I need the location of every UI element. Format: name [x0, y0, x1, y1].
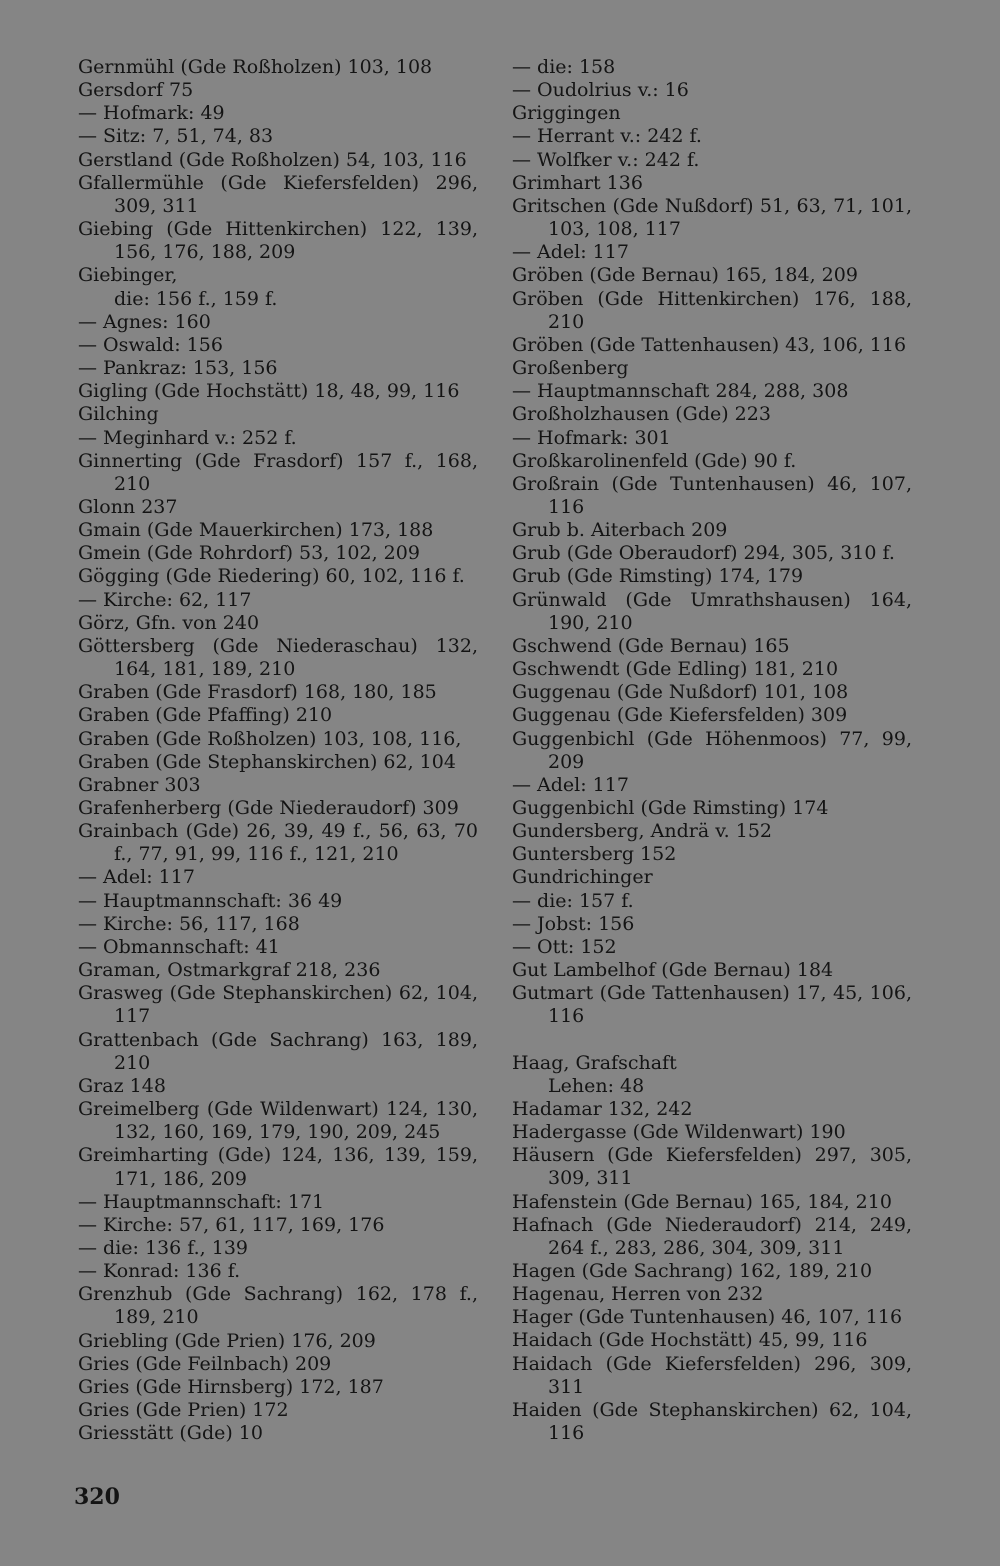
- index-entry: — Meginhard v.: 252 f.: [78, 426, 297, 449]
- index-entry: Ginnerting (Gde Frasdorf) 157 f., 168, 210: [78, 449, 478, 495]
- index-entry: Grünwald (Gde Umrathshausen) 164, 190, 210: [512, 588, 912, 634]
- index-entry: — Jobst: 156: [512, 912, 635, 935]
- index-entry: Guntersberg 152: [512, 843, 677, 866]
- index-spacer: [512, 1029, 912, 1052]
- index-entry: Hagenau, Herren von 232: [512, 1283, 764, 1306]
- index-entry: Graman, Ostmarkgraf 218, 236: [78, 959, 381, 982]
- index-entry: — die: 136 f., 139: [78, 1236, 249, 1259]
- left-column: [78, 56, 478, 1445]
- index-entry: — Hofmark: 301: [512, 426, 671, 449]
- index-entry: Grafenherberg (Gde Niederaudorf) 309: [78, 797, 459, 819]
- index-entry: Großkarolinenfeld (Gde) 90 f.: [512, 449, 797, 472]
- index-entry: Graben (Gde Roßholzen) 103, 108, 116,: [78, 727, 462, 750]
- index-entry: Häusern (Gde Kiefersfelden) 297, 305, 309, 311: [512, 1144, 912, 1190]
- index-entry: Grabner 303: [78, 773, 201, 796]
- index-entry: Gmain (Gde Mauerkirchen) 173, 188: [78, 519, 434, 542]
- index-entry: Großenberg: [512, 357, 629, 380]
- page-number: 320: [74, 1484, 120, 1510]
- index-entry: — Adel: 117: [512, 773, 629, 796]
- index-entry: Grenzhub (Gde Sachrang) 162, 178 f., 189, 210: [78, 1283, 478, 1329]
- index-entry: Gundersberg, Andrä v. 152: [512, 820, 773, 843]
- index-entry: Haidach (Gde Hochstätt) 45, 99, 116: [512, 1329, 868, 1352]
- index-entry: Greimelberg (Gde Wildenwart) 124, 130, 132, 160, 169, 179, 190, 209, 245: [78, 1098, 478, 1144]
- index-entry: Gernmühl (Gde Roßholzen) 103, 108: [78, 56, 433, 78]
- index-entry: — Hauptmannschaft: 36 49: [78, 889, 343, 912]
- index-entry: — Hauptmannschaft: 171: [78, 1190, 325, 1213]
- index-entry: Gschwendt (Gde Edling) 181, 210: [512, 658, 839, 681]
- index-entry: — Pankraz: 153, 156: [78, 357, 278, 380]
- index-entry: Griesstätt (Gde) 10: [78, 1422, 263, 1445]
- index-entry: Haidach (Gde Kiefersfelden) 296, 309, 311: [512, 1352, 912, 1398]
- index-entry: Gries (Gde Hirnsberg) 172, 187: [78, 1375, 384, 1398]
- index-entry: Gögging (Gde Riedering) 60, 102, 116 f.: [78, 565, 465, 588]
- index-entry: — Kirche: 57, 61, 117, 169, 176: [78, 1213, 385, 1236]
- index-entry: — Ott: 152: [512, 935, 617, 958]
- index-entry: Giebinger,: [78, 264, 178, 287]
- index-entry: Haiden (Gde Stephanskirchen) 62, 104, 116: [512, 1398, 912, 1445]
- index-entry: — Hofmark: 49: [78, 102, 225, 125]
- index-entry: Hadergasse (Gde Wildenwart) 190: [512, 1121, 846, 1144]
- index-entry: — Adel: 117: [78, 866, 195, 889]
- index-entry: Gut Lambelhof (Gde Bernau) 184: [512, 959, 834, 982]
- index-entry: Greimharting (Gde) 124, 136, 139, 159, 171, 186, 209: [78, 1144, 478, 1190]
- index-entry: Gilching: [78, 403, 159, 426]
- index-entry: Guggenbichl (Gde Höhenmoos) 77, 99, 209: [512, 727, 912, 773]
- index-entry: Gries (Gde Feilnbach) 209: [78, 1352, 332, 1375]
- index-entry: Gfallermühle (Gde Kiefersfelden) 296, 309, 311: [78, 171, 478, 217]
- index-entry: Gritschen (Gde Nußdorf) 51, 63, 71, 101, 103, 108, 117: [512, 194, 912, 241]
- index-entry: — Herrant v.: 242 f.: [512, 125, 702, 148]
- index-entry: Gigling (Gde Hochstätt) 18, 48, 99, 116: [78, 380, 460, 403]
- index-entry: Gmein (Gde Rohrdorf) 53, 102, 209: [78, 542, 420, 565]
- index-entry: Guggenau (Gde Nußdorf) 101, 108: [512, 681, 849, 704]
- index-entry: Hadamar 132, 242: [512, 1097, 693, 1120]
- index-entry: Göttersberg (Gde Niederaschau) 132, 164, 181, 189, 210: [78, 634, 478, 681]
- index-entry: Grimhart 136: [512, 171, 643, 194]
- index-entry: Grattenbach (Gde Sachrang) 163, 189, 210: [78, 1028, 478, 1074]
- index-entry: — Agnes: 160: [78, 310, 211, 333]
- index-entry: Gersdorf 75: [78, 79, 194, 102]
- index-entry: Lehen: 48: [548, 1074, 645, 1097]
- index-entry: — die: 157 f.: [512, 889, 634, 912]
- index-entry: Giebing (Gde Hittenkirchen) 122, 139, 156, 176, 188, 209: [78, 218, 478, 264]
- index-entry: Grainbach (Gde) 26, 39, 49 f., 56, 63, 70 f., 77, 91, 99, 116 f., 121, 210: [78, 820, 478, 866]
- index-entry: Gschwend (Gde Bernau) 165: [512, 634, 790, 657]
- index-entry: Griebling (Gde Prien) 176, 209: [78, 1329, 376, 1352]
- right-column: [512, 56, 912, 1445]
- index-entry: — Obmannschaft: 41: [78, 935, 280, 958]
- index-entry: Glonn 237: [78, 495, 178, 518]
- index-entry: — Sitz: 7, 51, 74, 83: [78, 125, 274, 148]
- index-entry: — Kirche: 56, 117, 168: [78, 912, 300, 935]
- index-entry: Gröben (Gde Tattenhausen) 43, 106, 116: [512, 333, 907, 356]
- index-entry: Graben (Gde Stephanskirchen) 62, 104: [78, 750, 456, 773]
- index-entry: Gundrichinger: [512, 866, 653, 889]
- index-entry: Hafenstein (Gde Bernau) 165, 184, 210: [512, 1190, 892, 1213]
- index-entry: Griggingen: [512, 102, 621, 125]
- index-entry: Hager (Gde Tuntenhausen) 46, 107, 116: [512, 1306, 903, 1329]
- index-entry: — Oudolrius v.: 16: [512, 79, 689, 102]
- index-entry: Großrain (Gde Tuntenhausen) 46, 107, 116: [512, 472, 912, 518]
- index-entry: Grub (Gde Oberaudorf) 294, 305, 310 f.: [512, 542, 895, 565]
- index-entry: — Adel: 117: [512, 241, 629, 264]
- index-entry: Haag, Grafschaft: [512, 1051, 677, 1074]
- index-entry: Grasweg (Gde Stephanskirchen) 62, 104, 117: [78, 982, 478, 1028]
- index-entry: Guggenbichl (Gde Rimsting) 174: [512, 797, 829, 819]
- index-entry: Hagen (Gde Sachrang) 162, 189, 210: [512, 1259, 873, 1282]
- index-entry: Graben (Gde Frasdorf) 168, 180, 185: [78, 681, 437, 704]
- index-entry: Gröben (Gde Hittenkirchen) 176, 188, 210: [512, 287, 912, 333]
- index-entry: Großholzhausen (Gde) 223: [512, 403, 771, 426]
- index-entry: Gerstland (Gde Roßholzen) 54, 103, 116: [78, 148, 467, 171]
- index-entry: — die: 158: [512, 56, 616, 78]
- index-entry: Graben (Gde Pfaffing) 210: [78, 704, 333, 727]
- index-entry: — Kirche: 62, 117: [78, 588, 252, 611]
- index-entry: Graz 148: [78, 1074, 166, 1097]
- index-entry: Hafnach (Gde Niederaudorf) 214, 249, 264 f., 283, 286, 304, 309, 311: [512, 1213, 912, 1259]
- index-entry: Grub (Gde Rimsting) 174, 179: [512, 565, 804, 588]
- index-entry: Guggenau (Gde Kiefersfelden) 309: [512, 704, 848, 727]
- index-entry: die: 156 f., 159 f.: [114, 287, 278, 310]
- index-entry: — Konrad: 136 f.: [78, 1260, 241, 1283]
- index-entry: Gröben (Gde Bernau) 165, 184, 209: [512, 264, 858, 287]
- index-entry: — Hauptmannschaft 284, 288, 308: [512, 380, 849, 403]
- index-entry: Grub b. Aiterbach 209: [512, 519, 728, 542]
- index-entry: — Oswald: 156: [78, 333, 223, 356]
- index-entry: Görz, Gfn. von 240: [78, 611, 260, 634]
- index-entry: — Wolfker v.: 242 f.: [512, 148, 700, 171]
- index-entry: Gries (Gde Prien) 172: [78, 1399, 289, 1422]
- index-entry: Gutmart (Gde Tattenhausen) 17, 45, 106, 116: [512, 982, 912, 1028]
